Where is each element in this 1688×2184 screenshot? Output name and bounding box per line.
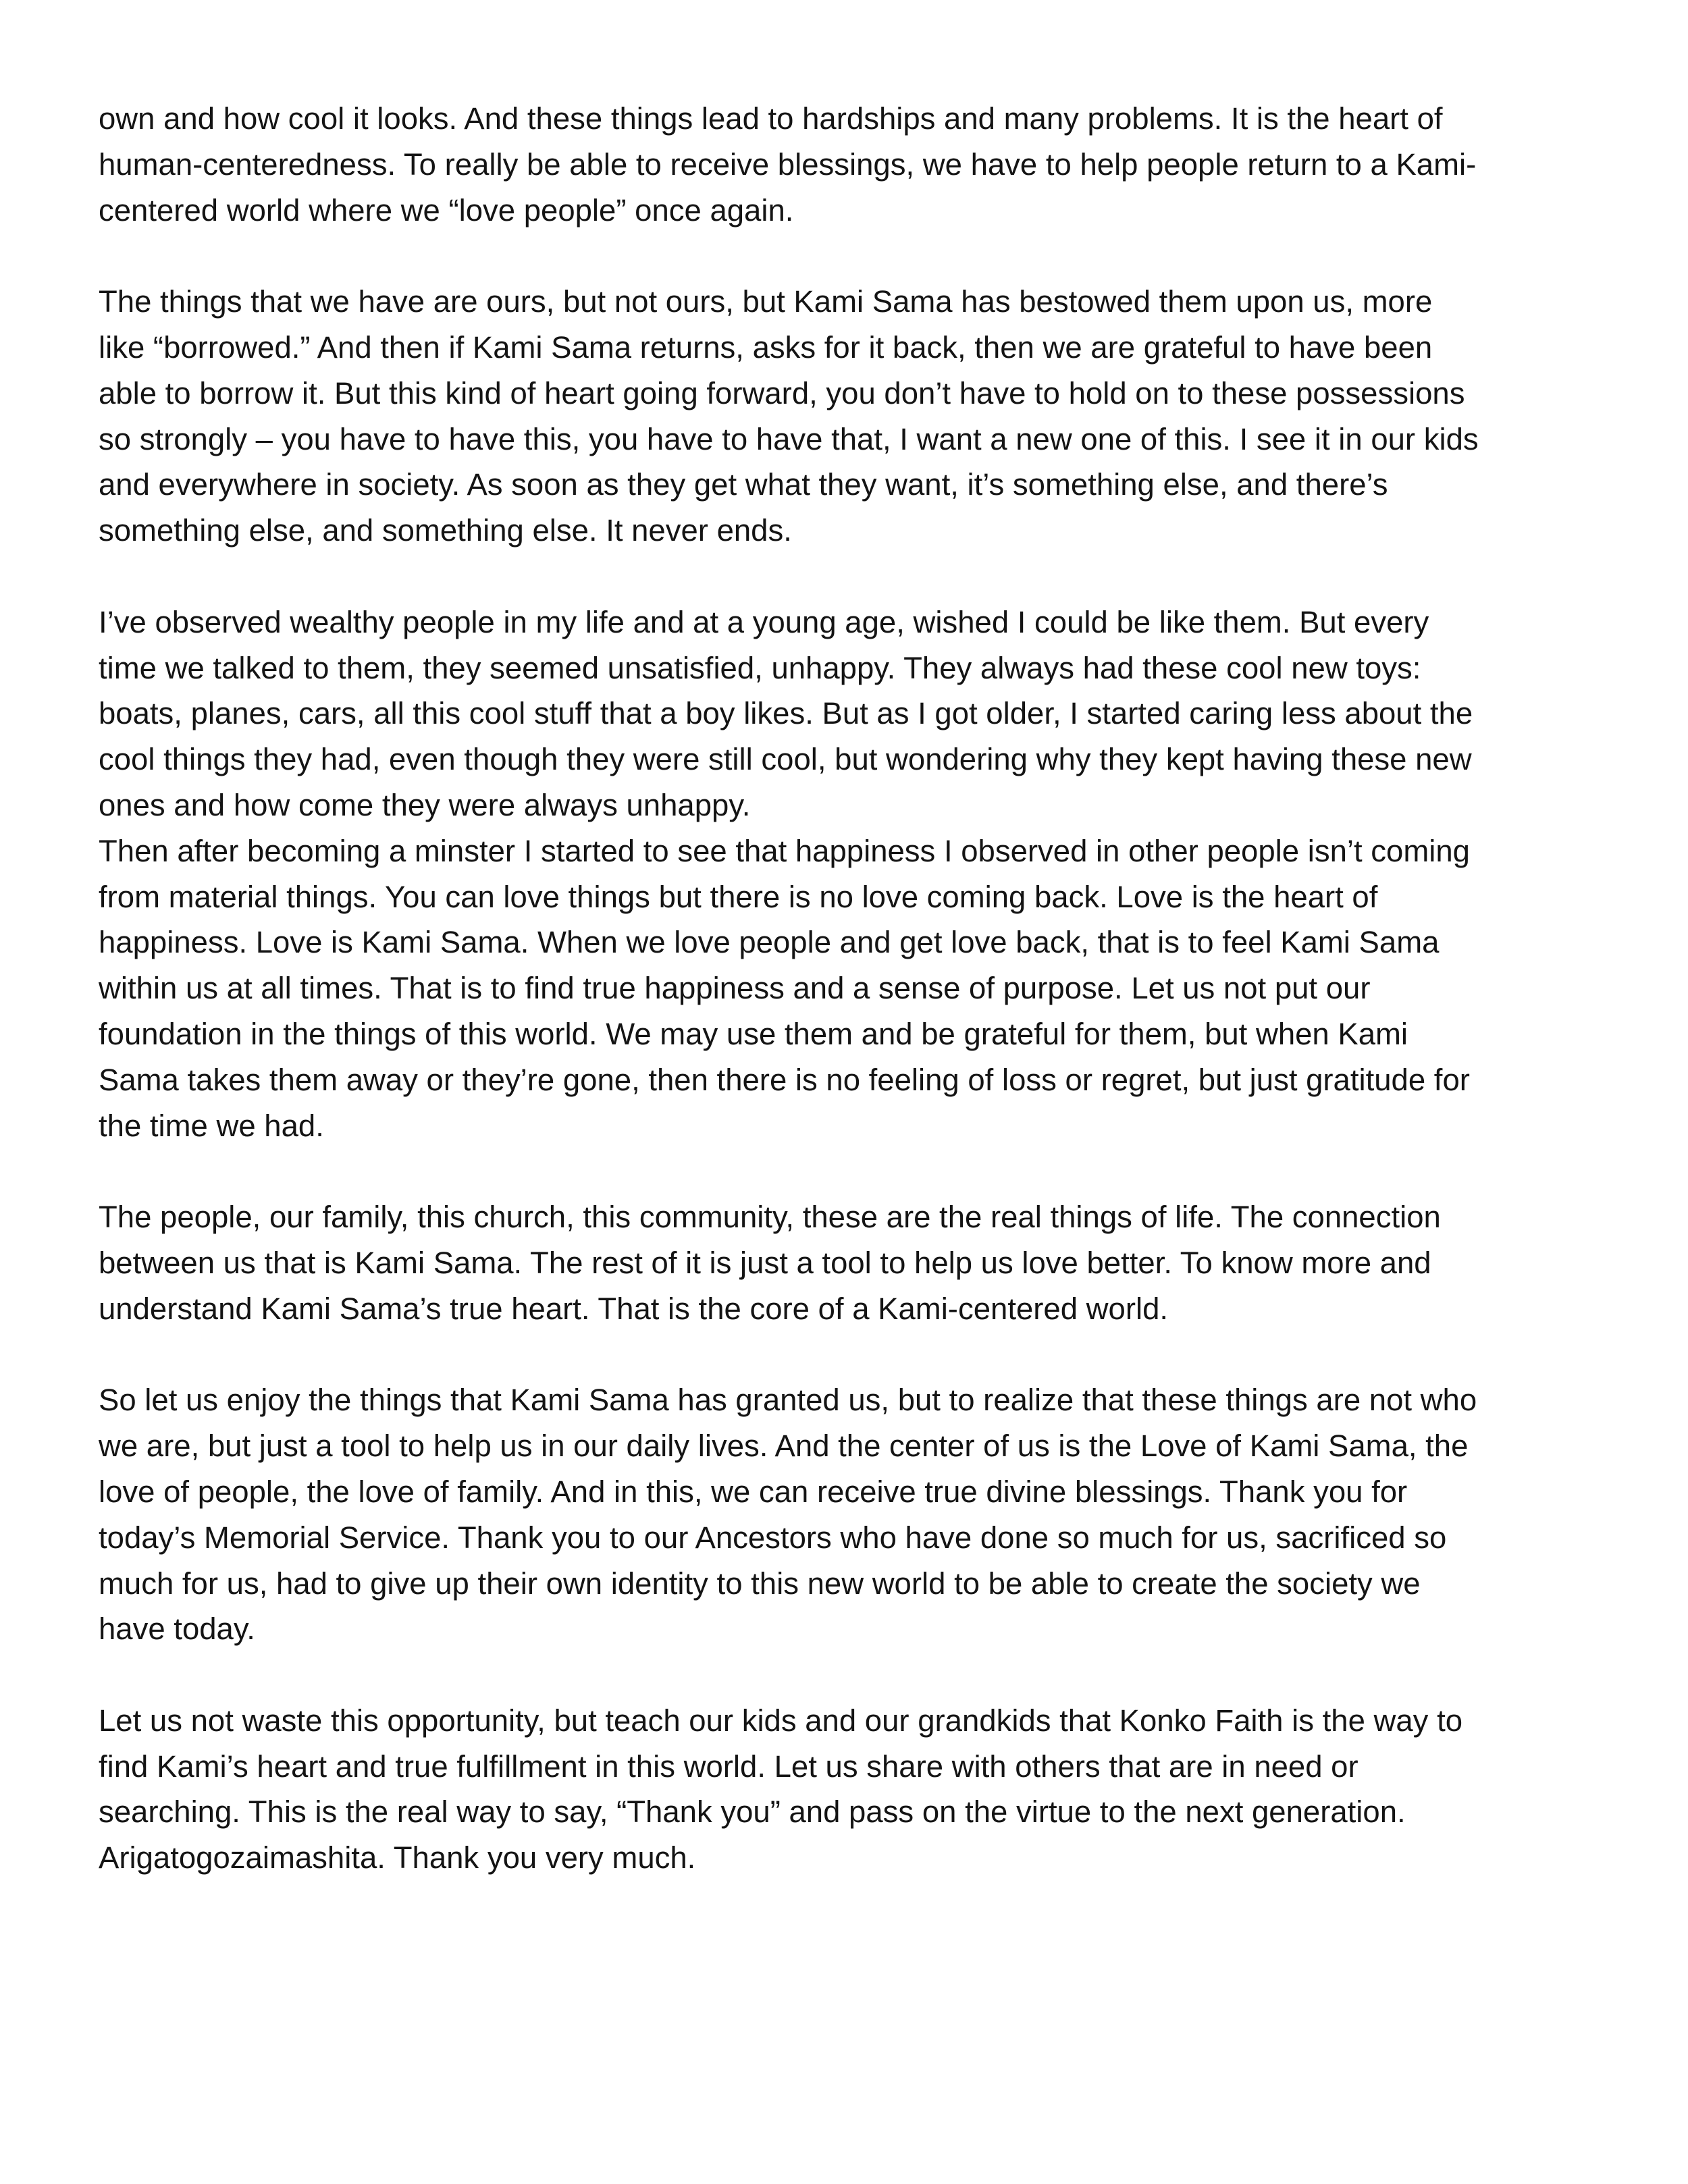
paragraph-2: The things that we have are ours, but not ours, but Kami Sama has bestowed them upon us, more like “borrowed.” And then if Kami Sama returns, asks for it back, then we are grateful to have been able to borrow it. But this kind of heart going forward, you don’t have to hold on to these possessions so strongly – you have to have this, you have to have that, I want a new one of this. I see it in our kids and everywhere in society. As soon as they get what they want, it’s something else, and there’s something else, and something else. It never ends. [99, 284, 1479, 548]
paragraph-4: Then after becoming a minster I started to see that happiness I observed in other people isn’t coming from material things. You can love things but there is no love coming back. Love is the heart of happiness. Love is Kami Sama. When we love people and get love back, that is to feel Kami Sama within us at all times. That is to find true happiness and a sense of purpose. Let us not put our foundation in the things of this world. We may use them and be grateful for them, but when Kami Sama takes them away or they’re gone, then there is no feeling of loss or regret, but just gratitude for the time we had. [99, 833, 1470, 1143]
paragraph-gap [99, 233, 1598, 279]
paragraph-gap [99, 1332, 1598, 1378]
paragraph-7: Let us not waste this opportunity, but teach our kids and our grandkids that Konko Faith is the way to find Kami’s heart and true fulfillment in this world. Let us share with others that are in need or searching. This is the real way to say, “Thank you” and pass on the virtue to the next generation. Arigatogozaimashita. Thank you very much. [99, 1703, 1463, 1875]
document-page [99, 96, 1598, 1881]
paragraph-gap [99, 1148, 1598, 1194]
paragraph-5: The people, our family, this church, this community, these are the real things of life. The connection between us that is Kami Sama. The rest of it is just a tool to help us love better. To know more and understand Kami Sama’s true heart. That is the core of a Kami-centered world. [99, 1200, 1441, 1326]
paragraph-6: So let us enjoy the things that Kami Sama has granted us, but to realize that these things are not who we are, but just a tool to help us in our daily lives. And the center of us is the Love of Kami Sama, the love of people, the love of family. And in this, we can receive true divine blessings. Thank you for today’s Memorial Service. Thank you to our Ancestors who have done so much for us, sacrificed so much for us, had to give up their own identity to this new world to be able to create the society we have today. [99, 1383, 1477, 1647]
paragraph-gap [99, 554, 1598, 600]
paragraph-gap [99, 1652, 1598, 1698]
paragraph-3: I’ve observed wealthy people in my life and at a young age, wished I could be like them. But every time we talked to them, they seemed unsatisfied, unhappy. They always had these cool new toys: boats, planes, cars, all this cool stuff that a boy likes. But as I got older, I started caring less about the cool things they had, even though they were still cool, but wondering why they kept having these new ones and how come they were always unhappy. [99, 604, 1473, 822]
paragraph-1: own and how cool it looks. And these things lead to hardships and many problems. It is the heart of human-centeredness. To really be able to receive blessings, we have to help people return to a Kami- centered world where we “love people” once again. [99, 101, 1477, 228]
